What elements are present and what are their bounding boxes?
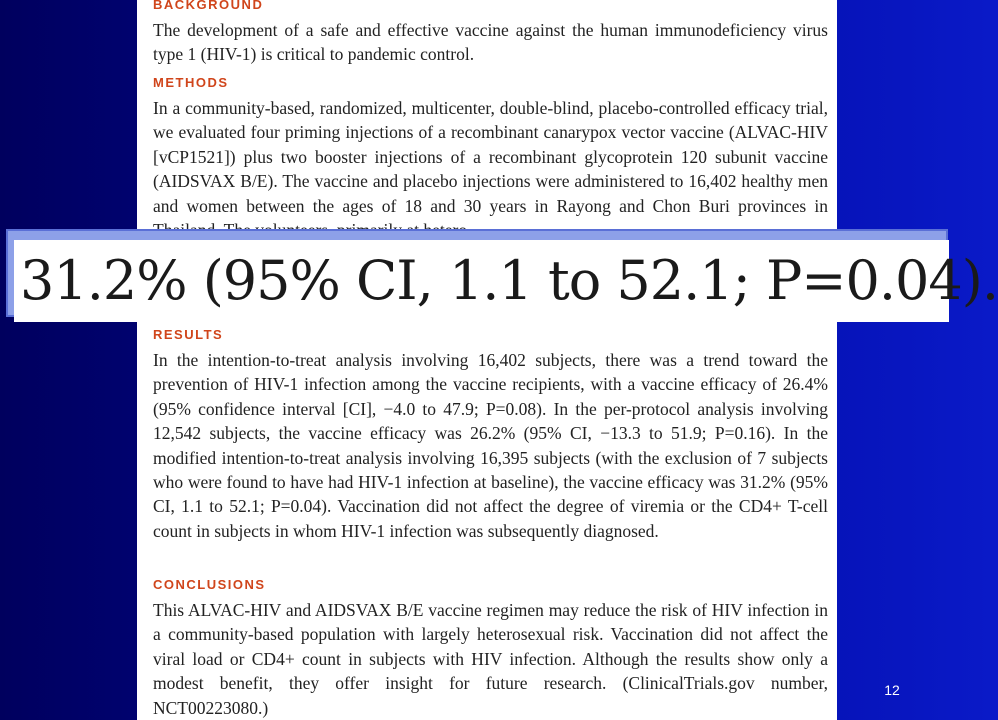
results-text: In the intention-to-treat analysis involving 16,402 subjects, there was a trend toward the prevention of HIV-1 infection among the vaccine recipients, with a vaccine efficacy of 26.4% (95% confidence interval [CI], −4.0 to 47.9; P=0.08). In the per-protocol analysis involving 12,542 subjects, the vaccine efficacy was 26.2% (95% CI, −13.3 to 51.9; P=0.16). In the modified intention-to-treat analysis involving 16,395 subjects (with the exclusion of 7 subjects who were found to have had HIV-1 infection at baseline), the vaccine efficacy was 31.2% (95% CI, 1.1 to 52.1; P=0.04). Vaccination did not affect the degree of viremia or the CD4+ T-cell count in subjects in whom HIV-1 infection was subsequently diagnosed. xyxy=(153,350,828,541)
background-heading: BACKGROUND xyxy=(153,0,264,12)
slide-page-number: 12 xyxy=(884,682,900,698)
methods-heading: METHODS xyxy=(153,75,229,90)
conclusions-heading: CONCLUSIONS xyxy=(153,577,266,592)
methods-section xyxy=(153,74,828,230)
methods-text: In a community-based, randomized, multicenter, double-blind, placebo-controlled efficacy trial, we evaluated four priming injections of a recombinant canarypox vector vaccine (ALVAC-HIV [vCP1521]) plus two booster injections of a recombinant glycoprotein 120 subunit vaccine (AIDSVAX B/E). The vaccine and placebo injections were administered to 16,402 healthy men and women between the ages of 18 and 30 years in Rayong and Chon Buri provinces in xyxy=(153,98,828,216)
results-heading: RESULTS xyxy=(153,327,224,342)
background-text: The development of a safe and effective vaccine against the human immunodeficiency virus type 1 (HIV-1) is critical to pandemic control. xyxy=(153,20,828,65)
efficacy-callout xyxy=(14,240,998,322)
efficacy-callout-text: 31.2% (95% CI, 1.1 to 52.1; P=0.04). xyxy=(20,249,998,312)
background-section xyxy=(153,0,828,67)
conclusions-text: This ALVAC-HIV and AIDSVAX B/E vaccine regimen may reduce the risk of HIV infection in a community-based population with largely heterosexual risk. Vaccination did not affect the viral load or CD4+ count in subjects with HIV infection. Although the results show only a modest benefit, they offer insight for future research. (ClinicalTrials.gov number, NCT00223080.) xyxy=(153,600,828,718)
abstract-document xyxy=(137,0,837,720)
conclusions-section xyxy=(153,576,828,720)
results-section xyxy=(153,326,828,543)
